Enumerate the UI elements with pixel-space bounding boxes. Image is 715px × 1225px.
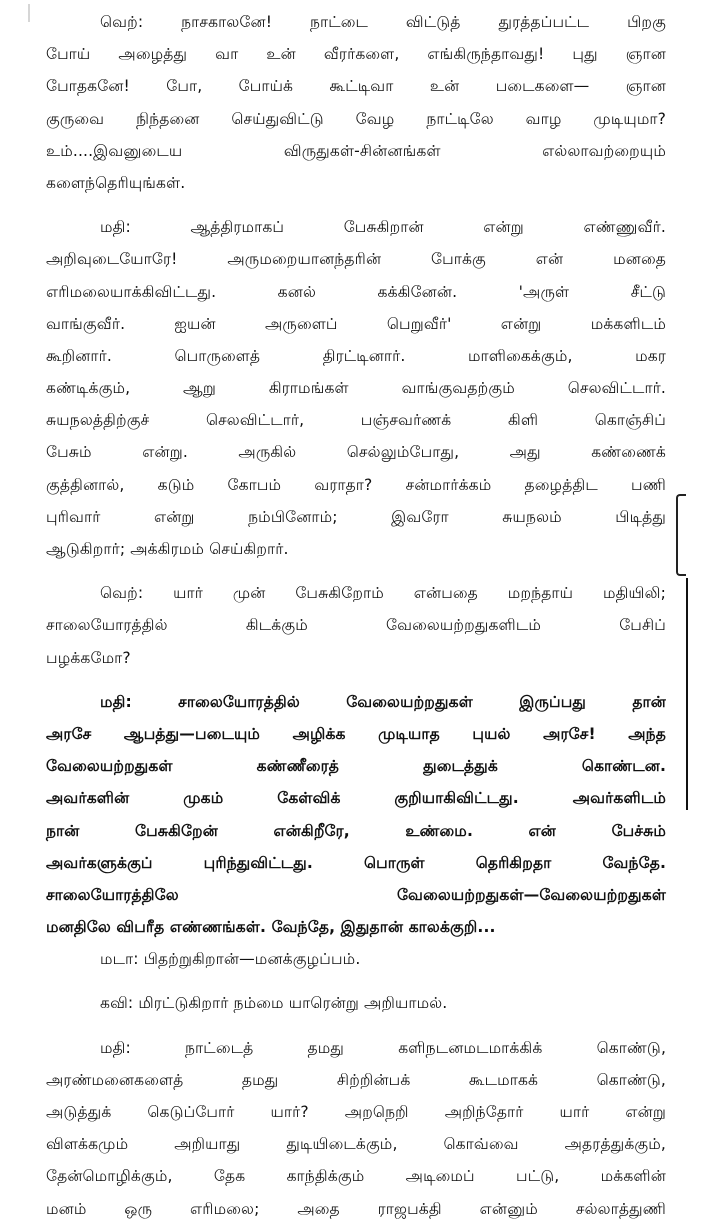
text-line: பழக்கமோ?	[46, 648, 131, 667]
paragraph-mathi-1	[46, 211, 666, 565]
text-line: போய் அழைத்து வா உன் வீரர்களை, எங்கிருந்தாவது! புது ஞான	[46, 45, 666, 64]
text-line: மனதிலே விபரீத எண்ணங்கள். வேந்தே, இதுதான் காலக்குறி...	[46, 918, 496, 937]
text-line: அவர்களுக்குப் புரிந்துவிட்டது. பொருள் தெரிகிறதா வேந்தே.	[46, 853, 666, 872]
text-line: அரண்மனைகளைத் தமது சிற்றின்பக் கூடமாகக் கொண்டு,	[46, 1070, 666, 1089]
paragraph-mathi-2	[46, 686, 666, 944]
text-line: மதி: ஆத்திரமாகப் பேசுகிறான் என்று எண்ணுவீர்.	[100, 218, 666, 237]
text-line: குத்தினால், கடும் கோபம் வராதா? சன்மார்க்கம் தழைத்திட பணி	[46, 475, 666, 494]
paragraph-vetr-1	[46, 6, 666, 199]
text-line: தேன்மொழிக்கும், தேக காந்திக்கும் அடிமைப் பட்டு, மக்களின்	[46, 1167, 666, 1186]
text-line: அவர்களின் முகம் கேள்விக் குறியாகிவிட்டது. அவர்களிடம்	[46, 789, 666, 808]
paragraph-vetr-2	[46, 577, 666, 674]
text-line: மடா: பிதற்றுகிறான்—மனக்குழப்பம்.	[100, 950, 361, 969]
text-line: சாலையோரத்தில் கிடக்கும் வேலையற்றதுகளிடம் பேசிப்	[46, 616, 666, 635]
text-line: மதி: சாலையோரத்தில் வேலையற்றதுகள் இருப்பது தான்	[100, 692, 666, 711]
text-line: நான் பேசுகிறேன் என்கிறீரே, உண்மை. என் பேச்சும்	[46, 821, 666, 840]
text-line: உம்....இவனுடைய விருதுகள்-சின்னங்கள் எல்லாவற்றையும்	[46, 141, 666, 160]
text-line: வேலையற்றதுகள் கண்ணீரைத் துடைத்துக் கொண்டன.	[46, 757, 666, 776]
text-line: புரிவார் என்று நம்பினோம்; இவரோ சுயநலம் பிடித்து	[46, 507, 666, 526]
text-line: எரிமலையாக்கிவிட்டது. கனல் கக்கினேன். 'அருள் சீட்டு	[46, 282, 666, 301]
text-line: மதி: நாட்டைத் தமது களிநடனமடமாக்கிக் கொண்டு,	[100, 1038, 666, 1057]
dialogue-text	[46, 6, 666, 1225]
text-line: அறிவுடையோரே! அருமறையானந்தரின் போக்கு என் மனதை	[46, 250, 666, 269]
text-line: குருவை நிந்தனை செய்துவிட்டு வேழ நாட்டிலே வாழ முடியுமா?	[46, 109, 666, 128]
paragraph-mada	[46, 943, 666, 975]
paragraph-kavi	[46, 987, 666, 1019]
text-line: சுயநலத்திற்குச் செலவிட்டார், பஞ்சவர்ணக் கிளி கொஞ்சிப்	[46, 411, 666, 430]
scan-corner-mark	[28, 4, 42, 22]
text-line: ஆடுகிறார்; அக்கிரமம் செய்கிறார்.	[46, 540, 289, 558]
text-line: கூறினார். பொருளைத் திரட்டினார். மாளிகைக்கும், மகர	[46, 346, 666, 365]
text-line: விளக்கமும் அறியாது துடியிடைக்கும், கொவ்வை அதரத்துக்கும்,	[46, 1135, 666, 1154]
text-line: போதகனே! போ, போய்க் கூட்டிவா உன் படைகளை— ஞான	[46, 77, 666, 96]
paragraph-mathi-3	[46, 1032, 666, 1225]
text-line: சாலையோரத்திலே வேலையற்றதுகள்—வேலையற்றதுகள்	[46, 885, 666, 904]
text-line: மனம் ஒரு எரிமலை; அதை ராஜபக்தி என்னும் சல்லாத்துணி	[46, 1199, 666, 1218]
text-line: பேசும் என்று. அருகில் செல்லும்போது, அது கண்ணைக்	[46, 443, 666, 462]
text-line: கண்டிக்கும், ஆறு கிராமங்கள் வாங்குவதற்கும் செலவிட்டார்.	[46, 379, 666, 398]
text-line: அடுத்துக் கெடுப்போர் யார்? அறநெறி அறிந்தோர் யார் என்று	[46, 1103, 666, 1121]
text-line: வெற்: நாசகாலனே! நாட்டை விட்டுத் துரத்தப்பட்ட பிறகு	[100, 13, 666, 31]
text-line: அரசே ஆபத்து—படையும் அழிக்க முடியாத புயல் அரசே! அந்த	[46, 724, 666, 743]
margin-vertical-rule	[686, 578, 688, 810]
text-line: வெற்: யார் முன் பேசுகிறோம் என்பதை மறந்தாய் மதியிலி;	[100, 584, 666, 603]
text-line: வாங்குவீர். ஐயன் அருளைப் பெறுவீர்' என்று மக்களிடம்	[46, 314, 666, 333]
text-line: கவி: மிரட்டுகிறார் நம்மை யாரென்று அறியாமல்.	[100, 994, 448, 1013]
text-line: களைந்தெரியுங்கள்.	[46, 173, 186, 192]
margin-bracket-mark	[676, 494, 686, 576]
